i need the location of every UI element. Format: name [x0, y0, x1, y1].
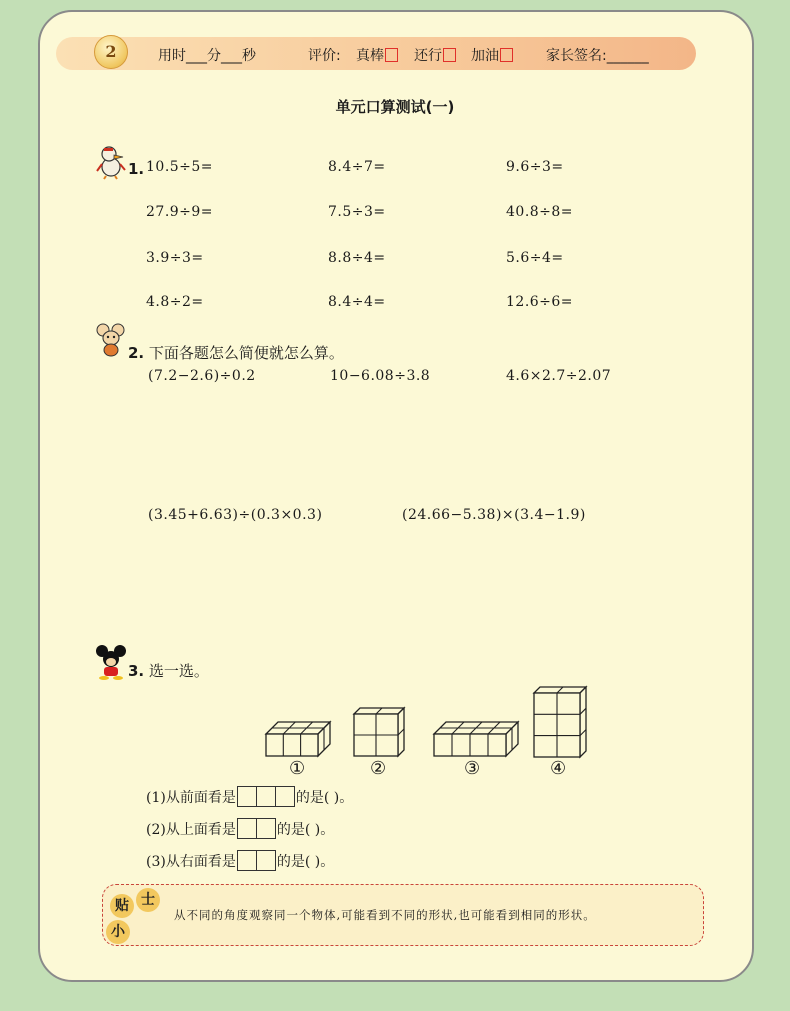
header-bar	[56, 37, 696, 70]
problem-4-2: 8.4÷4=	[328, 294, 386, 310]
problem-3-1: 3.9÷3=	[146, 250, 204, 266]
sub-question-2-suffix: 的是( )。	[276, 821, 335, 838]
page-number: 2	[94, 35, 128, 69]
sub-question-2	[146, 818, 334, 839]
cube-figure-2	[350, 704, 408, 758]
problem-1-3: 9.6÷3=	[506, 159, 564, 175]
option-ok[interactable]: 还行	[414, 45, 456, 65]
time-label: 用时___分___秒	[158, 48, 256, 64]
eval-label: 评价:	[308, 48, 341, 64]
parent-signature-label: 家长签名:______	[546, 48, 649, 64]
sub-question-3-prefix: (3)从右面看是	[146, 853, 236, 870]
sub-question-2-prefix: (2)从上面看是	[146, 821, 236, 838]
sub-question-3	[146, 850, 334, 871]
cube-figure-1	[262, 716, 334, 758]
problem-4-3: 12.6÷6=	[506, 294, 574, 310]
problem-2-2: 7.5÷3=	[328, 204, 386, 220]
two-square-view	[237, 818, 276, 839]
mouse-icon	[94, 322, 128, 358]
tip-char-xiao: 小	[106, 920, 130, 944]
expr-3: 4.6×2.7÷2.07	[506, 368, 612, 384]
cube-figure-4	[530, 683, 590, 759]
checkbox-great[interactable]	[385, 48, 398, 62]
sub-question-3-suffix: 的是( )。	[276, 853, 335, 870]
expr-4: (3.45+6.63)÷(0.3×0.3)	[148, 507, 323, 523]
checkbox-keep-going[interactable]	[500, 48, 513, 62]
problem-3-2: 8.8÷4=	[328, 250, 386, 266]
three-square-view	[237, 786, 295, 807]
figure-label-2: ②	[370, 758, 387, 779]
figure-label-1: ①	[289, 758, 306, 779]
expr-2: 10−6.08÷3.8	[330, 368, 431, 384]
tip-char-tie: 贴	[110, 894, 134, 918]
problem-2-1: 27.9÷9=	[146, 204, 214, 220]
expr-5: (24.66−5.38)×(3.4−1.9)	[402, 507, 586, 523]
problem-4-1: 4.8÷2=	[146, 294, 204, 310]
duck-icon	[94, 144, 128, 180]
sub-question-1	[146, 786, 353, 807]
checkbox-ok[interactable]	[443, 48, 456, 62]
problem-1-2: 8.4÷7=	[328, 159, 386, 175]
two-square-view	[237, 850, 276, 871]
mickey-icon	[94, 644, 128, 680]
tip-text: 从不同的角度观察同一个物体,可能看到不同的形状,也可能看到相同的形状。	[174, 908, 596, 922]
figure-label-4: ④	[550, 758, 567, 779]
problem-2-3: 40.8÷8=	[506, 204, 574, 220]
problem-3-3: 5.6÷4=	[506, 250, 564, 266]
section3-heading: 3. 选一选。	[128, 662, 209, 680]
page-title: 单元口算测试(一)	[335, 98, 455, 116]
option-great[interactable]: 真棒	[356, 45, 398, 65]
sub-question-1-prefix: (1)从前面看是	[146, 789, 236, 806]
figure-label-3: ③	[464, 758, 481, 779]
section1-number: 1.	[128, 160, 145, 178]
option-keep-going[interactable]: 加油	[471, 45, 513, 65]
section2-heading: 2. 下面各题怎么简便就怎么算。	[128, 344, 344, 362]
expr-1: (7.2−2.6)÷0.2	[148, 368, 256, 384]
tip-char-shi: 士	[136, 888, 160, 912]
problem-1-1: 10.5÷5=	[146, 159, 214, 175]
sub-question-1-suffix: 的是( )。	[295, 789, 354, 806]
cube-figure-3	[430, 716, 522, 758]
